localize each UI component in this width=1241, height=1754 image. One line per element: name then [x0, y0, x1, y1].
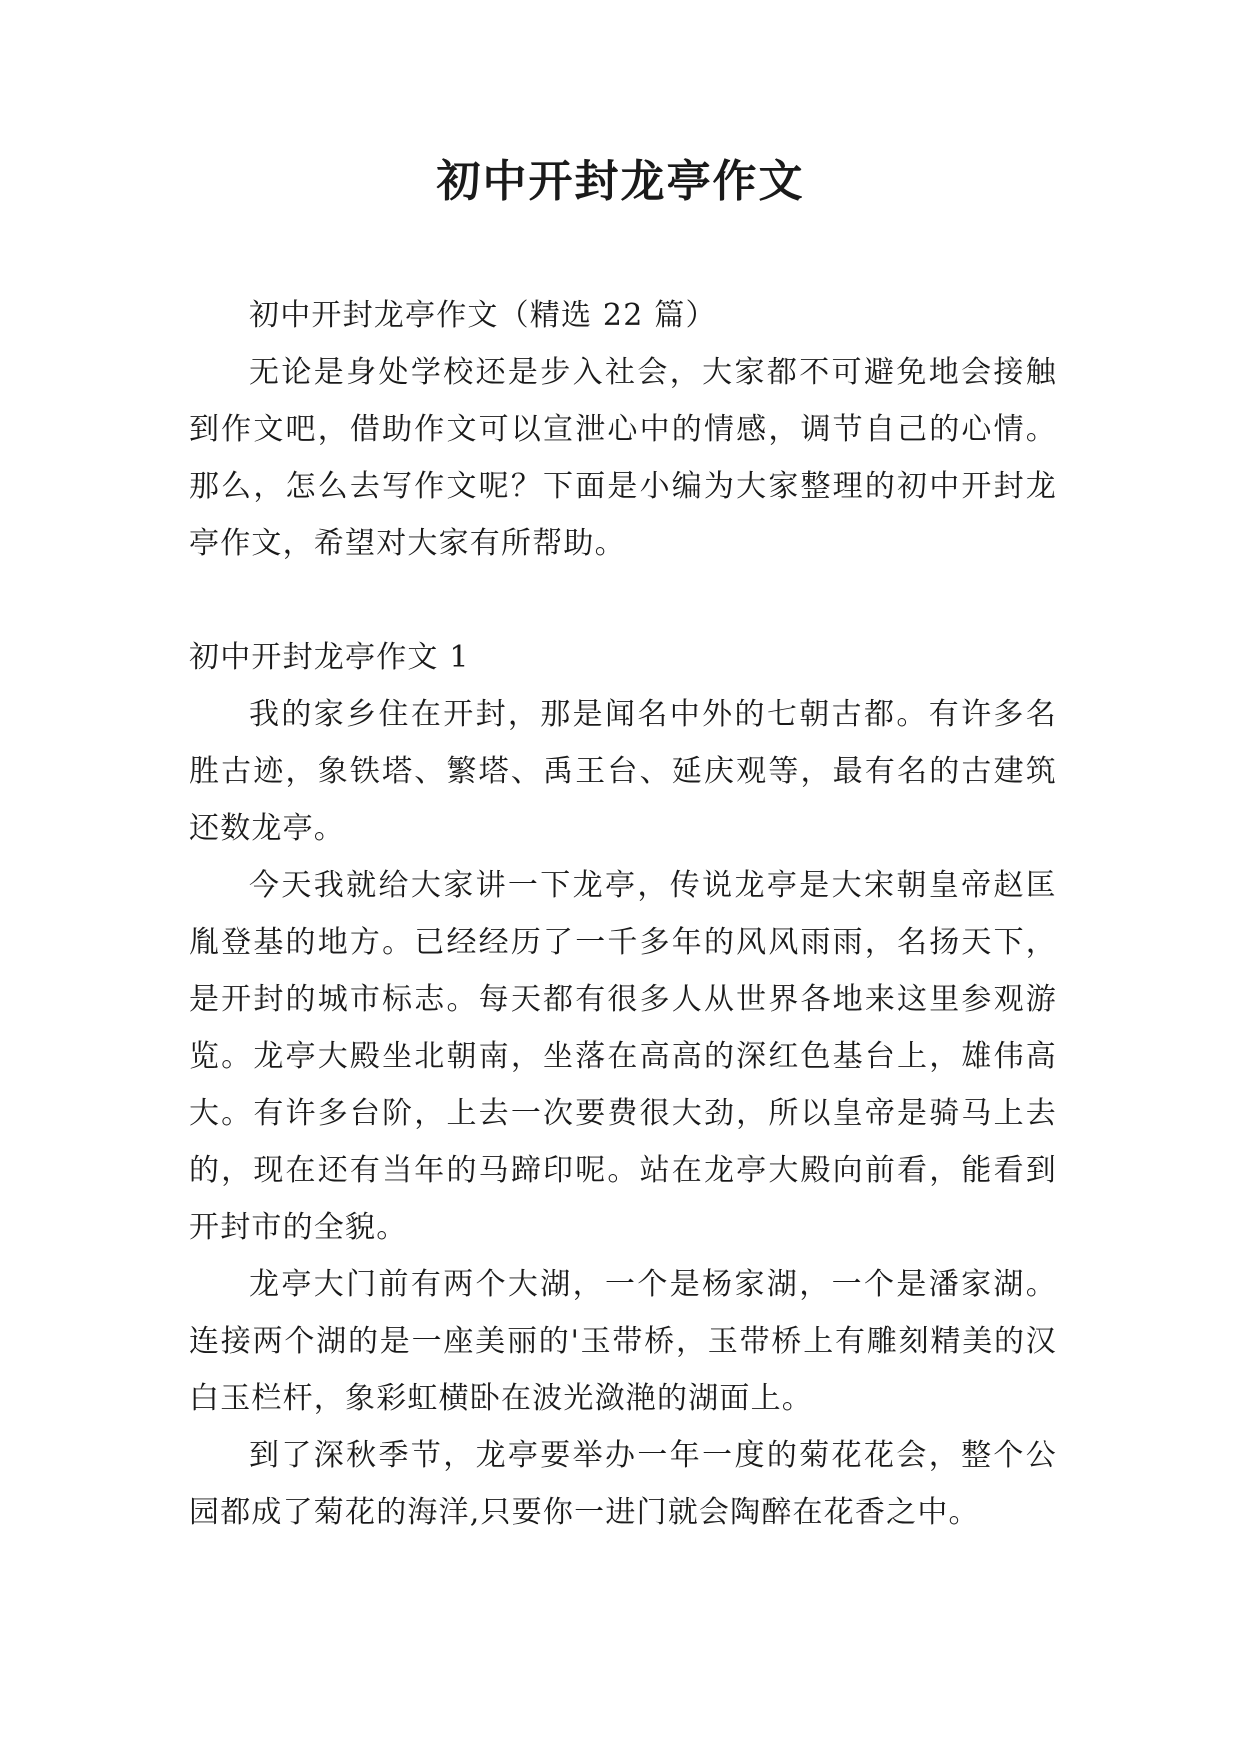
body-paragraph-2: 今天我就给大家讲一下龙亭，传说龙亭是大宋朝皇帝赵匡胤登基的地方。已经经历了一千多年的风风雨雨，名扬天下，是开封的城市标志。每天都有很多人从世界各地来这里参观游览。龙亭大殿坐北朝南，坐落在高高的深红色基台上，雄伟高大。有许多台阶，上去一次要费很大劲，所以皇帝是骑马上去的，现在还有当年的马蹄印呢。站在龙亭大殿向前看，能看到开封市的全貌。 — [189, 868, 1057, 1245]
body-paragraph-4: 到了深秋季节，龙亭要举办一年一度的菊花花会，整个公园都成了菊花的海洋,只要你一进门就会陶醉在花香之中。 — [189, 1438, 1057, 1530]
document-title: 初中开封龙亭作文 — [436, 156, 805, 207]
body-paragraph-1: 我的家乡住在开封，那是闻名中外的七朝古都。有许多名胜古迹，象铁塔、繁塔、禹王台、延庆观等，最有名的古建筑还数龙亭。 — [189, 697, 1057, 846]
document-body — [189, 287, 1057, 1541]
section-heading: 初中开封龙亭作文 1 — [189, 640, 470, 675]
intro-paragraph: 无论是身处学校还是步入社会，大家都不可避免地会接触到作文吧，借助作文可以宣泄心中的情感，调节自己的心情。那么，怎么去写作文呢？下面是小编为大家整理的初中开封龙亭作文，希望对大家有所帮助。 — [189, 355, 1057, 561]
body-paragraph-3: 龙亭大门前有两个大湖，一个是杨家湖，一个是潘家湖。连接两个湖的是一座美丽的'玉带桥，玉带桥上有雕刻精美的汉白玉栏杆，象彩虹横卧在波光潋滟的湖面上。 — [189, 1267, 1057, 1416]
subtitle: 初中开封龙亭作文（精选 22 篇） — [249, 298, 717, 333]
